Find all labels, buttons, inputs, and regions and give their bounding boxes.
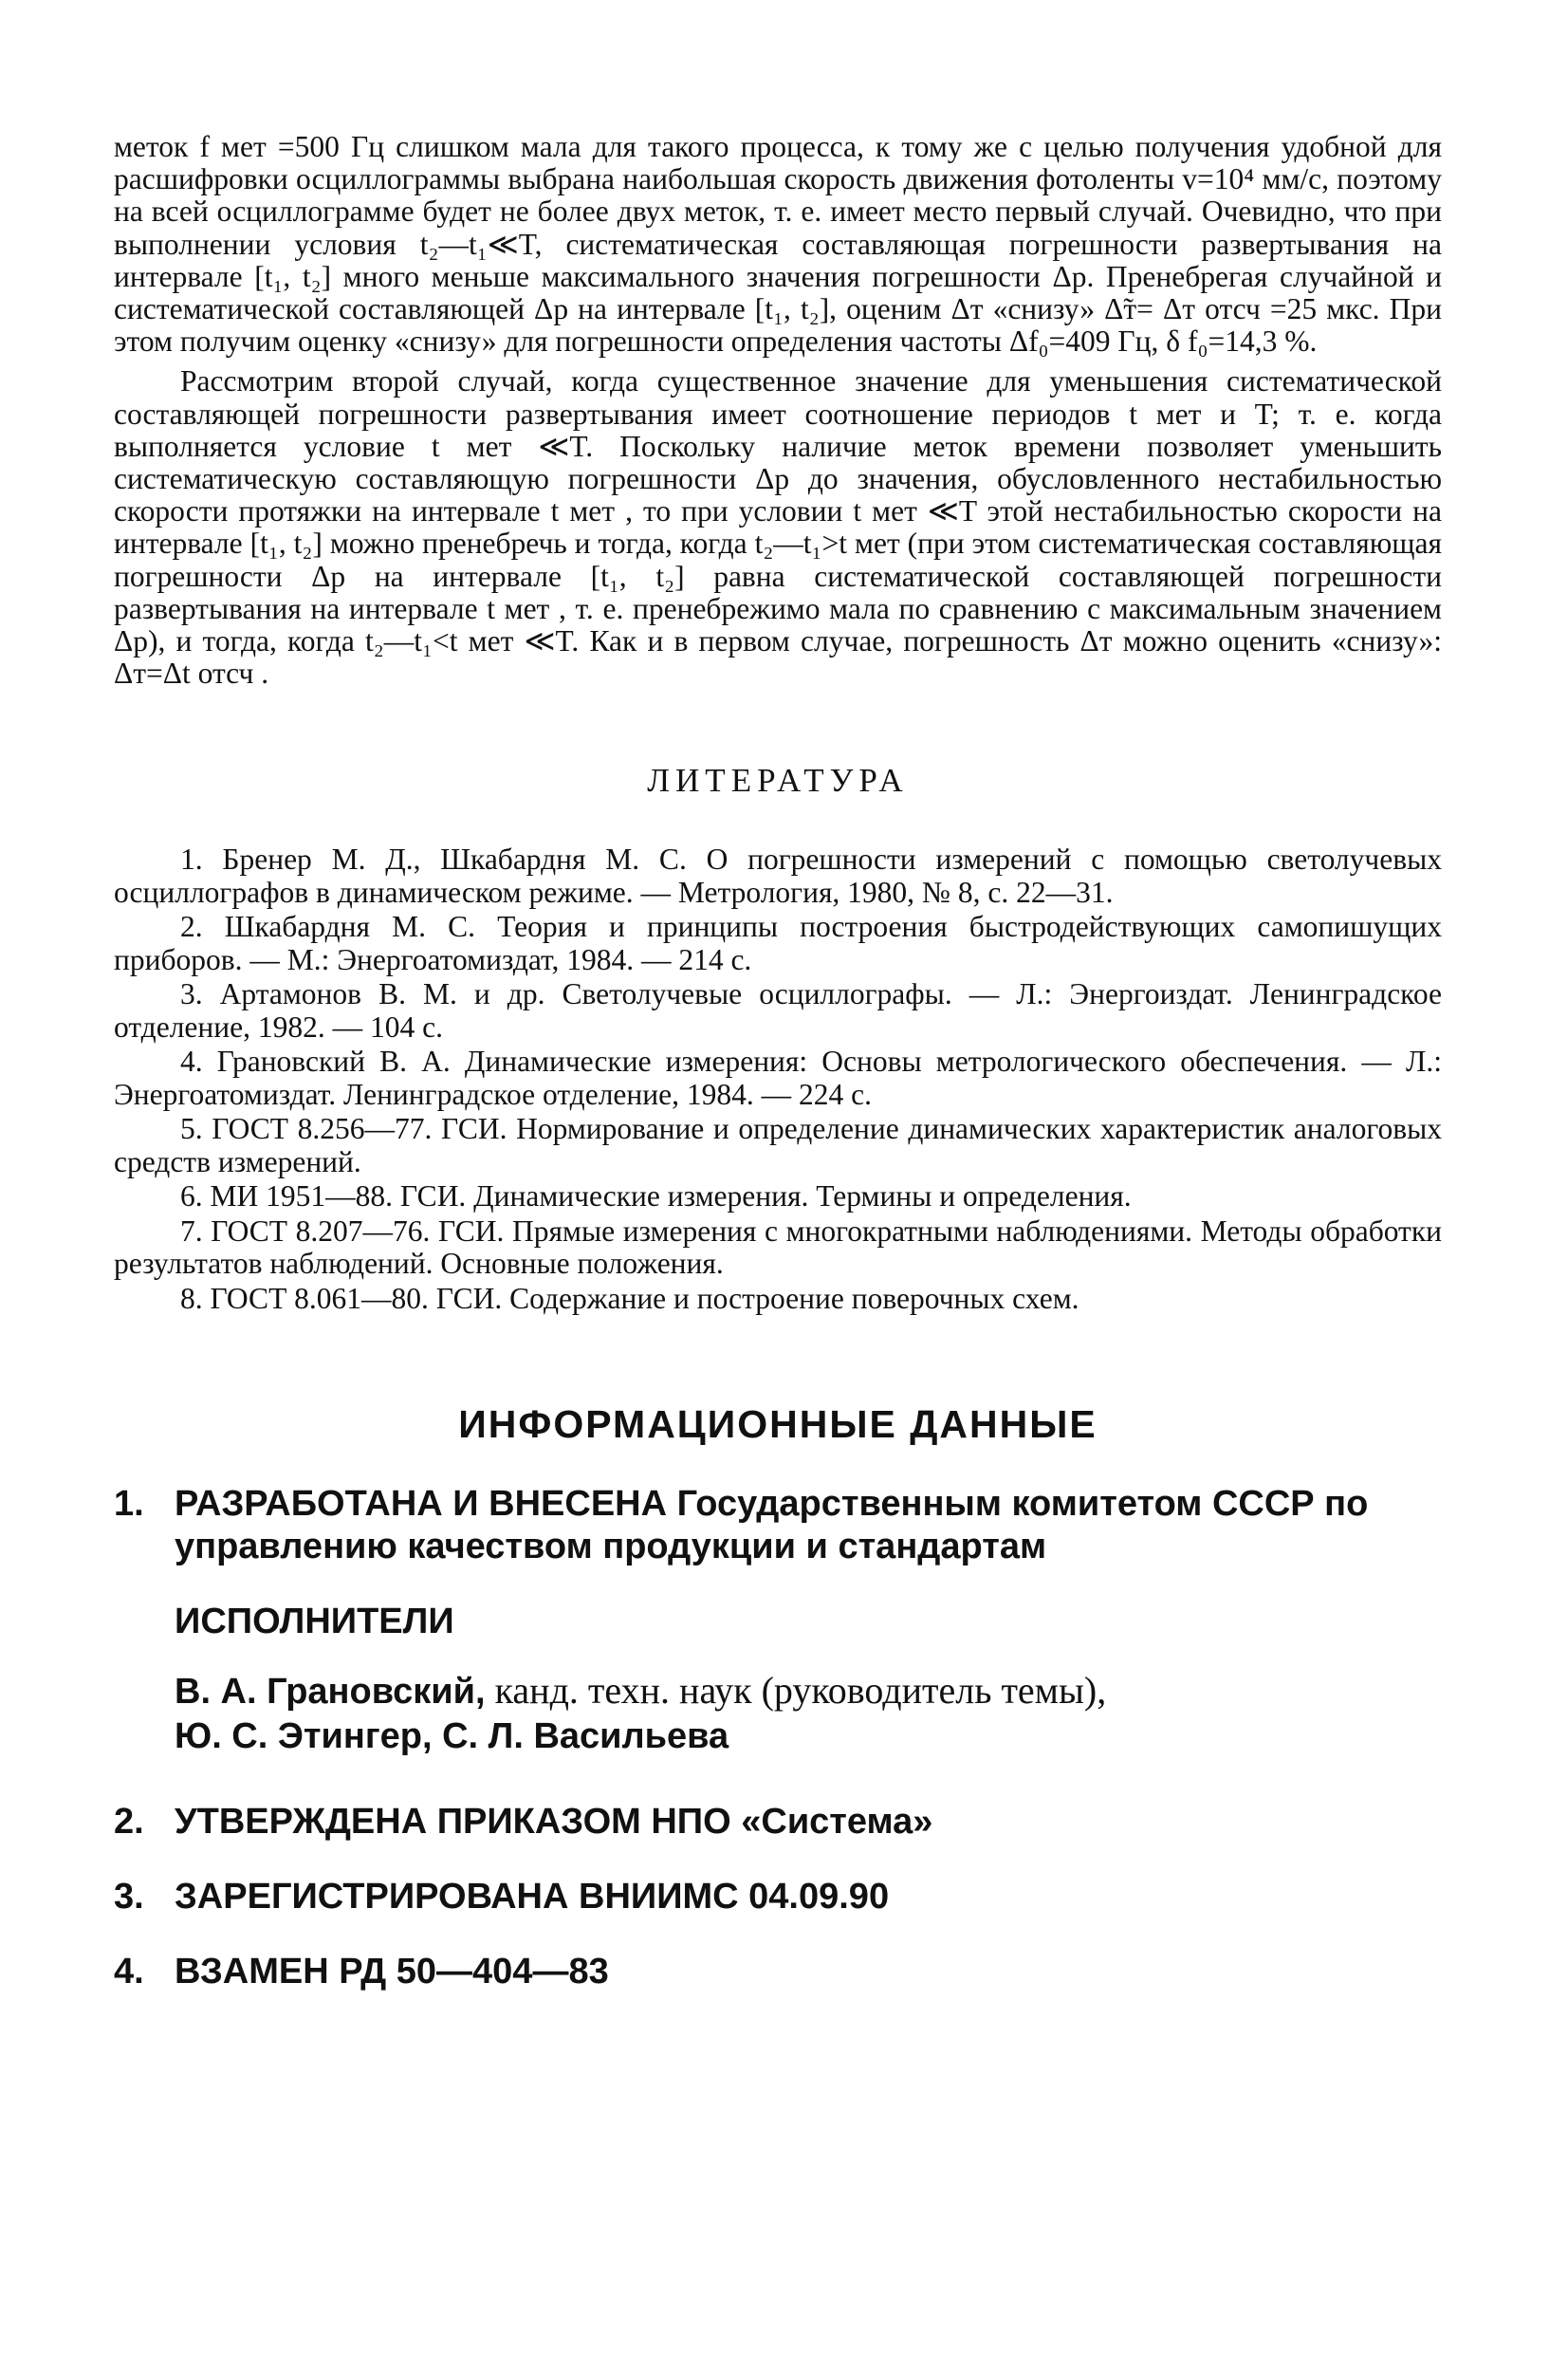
performer-name: В. А. Грановский,: [175, 1672, 486, 1713]
info-item-3: [114, 1876, 1442, 1918]
info-item-1: [114, 1483, 1442, 1568]
literature-item: 6. МИ 1951—88. ГСИ. Динамические измерения. Термины и определения.: [180, 1179, 1132, 1214]
performers-list: [175, 1668, 1442, 1759]
performers-heading: ИСПОЛНИТЕЛИ: [175, 1602, 454, 1642]
info-item-text: РАЗРАБОТАНА И ВНЕСЕНА Государственным комитетом СССР по управлению качеством продукции и стандартам: [175, 1484, 1369, 1567]
literature-item: 3. Артамонов В. М. и др. Светолучевые осциллографы. — Л.: Энергоиздат. Ленинградское отделение, 1982. — 104 с.: [114, 977, 1442, 1044]
info-item-number: 1.: [114, 1484, 144, 1525]
performer-role: канд. техн. наук (руководитель темы),: [485, 1669, 1107, 1713]
literature-heading: ЛИТЕРАТУРА: [647, 762, 909, 800]
literature-list: [114, 843, 1442, 1315]
info-item-4: [114, 1951, 1442, 1993]
body-paragraph-1: меток f мет =500 Гц слишком мала для такого процесса, к тому же с целью получения удобной для расшифровки осциллограммы выбрана наибольшая скорость движения фотоленты v=10⁴ мм/с, поэтому на всей осциллограмме будет не более двух меток, т. е. имеет место первый случай. Очевидно, что при выполнении условия t₂—t₁≪T, систематическая составляющая погрешности развертывания на интервале [t₁, t₂] много меньше максимального значения погрешности Δр. Пренебрегая случайной и систематической составляющей Δр на интервале [t₁, t₂], оценим Δт «снизу» Δ̃т= Δт отсч =25 мкс. При этом получим оценку «снизу» для погрешности определения частоты Δf₀=409 Гц, δ f₀=14,3 %.: [114, 130, 1442, 359]
literature-item: 5. ГОСТ 8.256—77. ГСИ. Нормирование и определение динамических характеристик аналоговых средств измерений.: [114, 1112, 1442, 1178]
info-item-text: ЗАРЕГИСТРИРОВАНА ВНИИМС 04.09.90: [175, 1877, 890, 1918]
performer-names: Ю. С. Этингер, С. Л. Васильева: [175, 1716, 729, 1757]
info-item-number: 2.: [114, 1802, 144, 1843]
literature-item: 4. Грановский В. А. Динамические измерения: Основы метрологического обеспечения. — Л.: Энергоатомиздат. Ленинградское отделение, 1984. — 224 с.: [114, 1045, 1442, 1111]
literature-item: 2. Шкабардня М. С. Теория и принципы построения быстродействующих самопишущих приборов. — М.: Энергоатомиздат, 1984. — 214 с.: [114, 910, 1442, 976]
info-item-text: УТВЕРЖДЕНА ПРИКАЗОМ НПО «Система»: [175, 1802, 933, 1843]
literature-item: 7. ГОСТ 8.207—76. ГСИ. Прямые измерения с многократными наблюдениями. Методы обработки результатов наблюдений. Основные положения.: [114, 1214, 1442, 1281]
info-item-text: ВЗАМЕН РД 50—404—83: [175, 1952, 609, 1992]
info-heading: ИНФОРМАЦИОННЫЕ ДАННЫЕ: [458, 1402, 1098, 1447]
literature-item: 1. Бренер М. Д., Шкабардня М. С. О погрешности измерений с помощью светолучевых осциллографов в динамическом режиме. — Метрология, 1980, № 8, с. 22—31.: [114, 843, 1442, 909]
info-item-number: 3.: [114, 1877, 144, 1918]
info-item-number: 4.: [114, 1952, 144, 1992]
literature-item: 8. ГОСТ 8.061—80. ГСИ. Содержание и построение поверочных схем.: [180, 1281, 1079, 1315]
body-paragraph-2: Рассмотрим второй случай, когда существенное значение для уменьшения систематической составляющей погрешности развертывания имеет соотношение периодов t мет и T; т. е. когда выполняется условие t мет ≪T. Поскольку наличие меток времени позволяет уменьшить систематическую составляющую погрешности Δр до значения, обусловленного нестабильностью скорости протяжки на интервале t мет , то при условии t мет ≪T этой нестабильностью скорости на интервале [t₁, t₂] можно пренебречь и тогда, когда t₂—t₁>t мет (при этом систематическая составляющая погрешности Δр на интервале [t₁, t₂] равна систематической составляющей погрешности развертывания на интервале t мет , т. е. пренебрежимо мала по сравнению с максимальным значением Δр), и тогда, когда t₂—t₁<t мет ≪T. Как и в первом случае, погрешность Δт можно оценить «снизу»: Δт=Δt отсч .: [114, 364, 1442, 691]
document-page: [114, 131, 1442, 2026]
info-item-2: [114, 1801, 1442, 1843]
